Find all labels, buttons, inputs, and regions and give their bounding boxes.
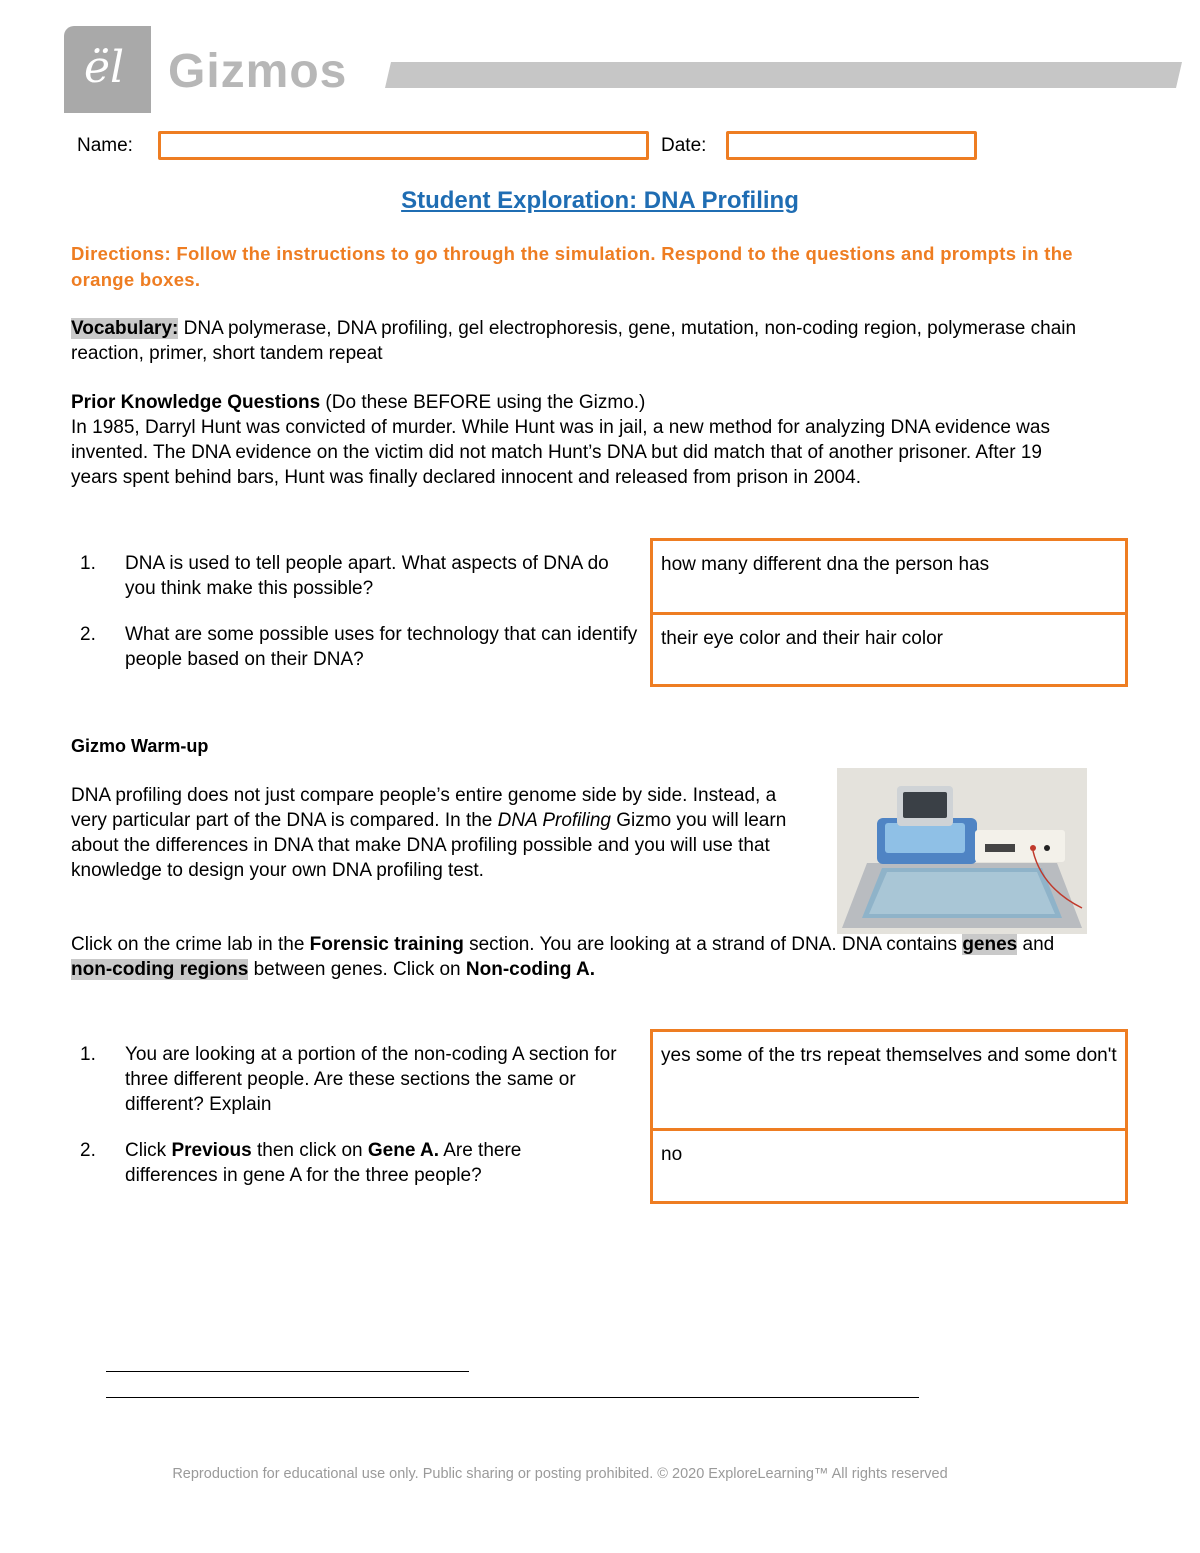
question-text: You are looking at a portion of the non-coding A section for three different people. Are these sections the same or different? Explain bbox=[125, 1044, 617, 1115]
date-field[interactable] bbox=[726, 131, 977, 160]
warmup-text: and bbox=[1017, 934, 1055, 955]
gel-electrophoresis-illustration bbox=[837, 768, 1087, 934]
gizmo-lab-image bbox=[837, 768, 1087, 934]
gene-a-term: Gene A. bbox=[367, 1140, 439, 1161]
header-bar bbox=[385, 62, 1182, 88]
question-text: What are some possible uses for technology that can identify people based on their DNA? bbox=[125, 624, 638, 670]
warmup-heading: Gizmo Warm-up bbox=[71, 736, 209, 756]
answer-field[interactable]: how many different dna the person has bbox=[661, 554, 990, 575]
vocabulary bbox=[71, 316, 1081, 366]
warmup-instructions bbox=[71, 932, 1071, 982]
vocabulary-terms: DNA polymerase, DNA profiling, gel electrophoresis, gene, mutation, non-coding region, polymerase chain reaction, primer, short tandem repeat bbox=[71, 318, 1077, 364]
prior-knowledge-answer-box bbox=[650, 538, 1128, 687]
warmup-text: between genes. Click on bbox=[248, 959, 466, 980]
answer-field[interactable]: no bbox=[653, 1128, 1125, 1201]
prior-knowledge-note: (Do these BEFORE using the Gizmo.) bbox=[320, 392, 646, 413]
vocabulary-label: Vocabulary: bbox=[71, 318, 179, 339]
name-label: Name: bbox=[77, 135, 133, 156]
forensic-training-term: Forensic training bbox=[309, 934, 464, 955]
brand-name: Gizmos bbox=[168, 45, 348, 98]
warmup-text: Gizmo you will learn about the differences in DNA that make DNA profiling possible and you will use that knowledge to design your own DNA profiling test. bbox=[71, 810, 787, 881]
question-number: 1. bbox=[80, 1044, 96, 1065]
non-coding-a-term: Non-coding A. bbox=[465, 959, 596, 980]
directions: Directions: Follow the instructions to go through the simulation. Respond to the questions and prompts in the orange boxes. bbox=[71, 243, 1073, 290]
question-text-part: then click on bbox=[251, 1140, 368, 1161]
warmup-text: DNA profiling does not just compare people’s entire genome side by side. Instead, a very particular part of the DNA is compared. In the bbox=[71, 785, 777, 831]
warmup-text: Click on the crime lab in the bbox=[71, 934, 310, 955]
gizmo-name: DNA Profiling bbox=[497, 810, 611, 831]
footer-rule-long bbox=[106, 1397, 919, 1398]
question-text bbox=[125, 1138, 605, 1188]
page-title: Student Exploration: DNA Profiling bbox=[401, 187, 799, 214]
name-field[interactable] bbox=[158, 131, 649, 160]
prior-knowledge-heading bbox=[71, 390, 1081, 415]
warmup-answer-box bbox=[650, 1029, 1128, 1204]
prior-knowledge-intro: In 1985, Darryl Hunt was convicted of murder. While Hunt was in jail, a new method for analyzing DNA evidence was invented. The DNA evidence on the victim did not match Hunt’s DNA but did match that of another prisoner. After 19 years spent behind bars, Hunt was finally declared innocent and released from prison in 2004. bbox=[71, 417, 1050, 488]
question-number: 2. bbox=[80, 1140, 96, 1161]
warmup-text: section. You are looking at a strand of DNA. DNA contains bbox=[463, 934, 963, 955]
genes-term: genes bbox=[962, 934, 1018, 955]
answer-field[interactable]: their eye color and their hair color bbox=[653, 612, 1125, 684]
warmup-paragraph bbox=[71, 783, 791, 883]
date-label: Date: bbox=[661, 135, 707, 156]
copyright-footer: Reproduction for educational use only. Public sharing or posting prohibited. © 2020 ExploreLearning™ All rights reserved bbox=[172, 1466, 948, 1482]
answer-field[interactable]: yes some of the trs repeat themselves and some don't bbox=[661, 1045, 1117, 1066]
previous-term: Previous bbox=[171, 1140, 252, 1161]
question-text-part: Are there differences in gene A for the three people? bbox=[125, 1140, 522, 1186]
question-text: DNA is used to tell people apart. What aspects of DNA do you think make this possible? bbox=[125, 553, 609, 599]
question-number: 2. bbox=[80, 624, 96, 645]
footer-rule-short bbox=[106, 1371, 469, 1372]
logo-mark: ël bbox=[84, 42, 125, 93]
prior-knowledge-title: Prior Knowledge Questions bbox=[71, 392, 321, 413]
non-coding-regions-term: non-coding regions bbox=[71, 959, 249, 980]
question-text-part: Click bbox=[125, 1140, 172, 1161]
question-number: 1. bbox=[80, 553, 96, 574]
